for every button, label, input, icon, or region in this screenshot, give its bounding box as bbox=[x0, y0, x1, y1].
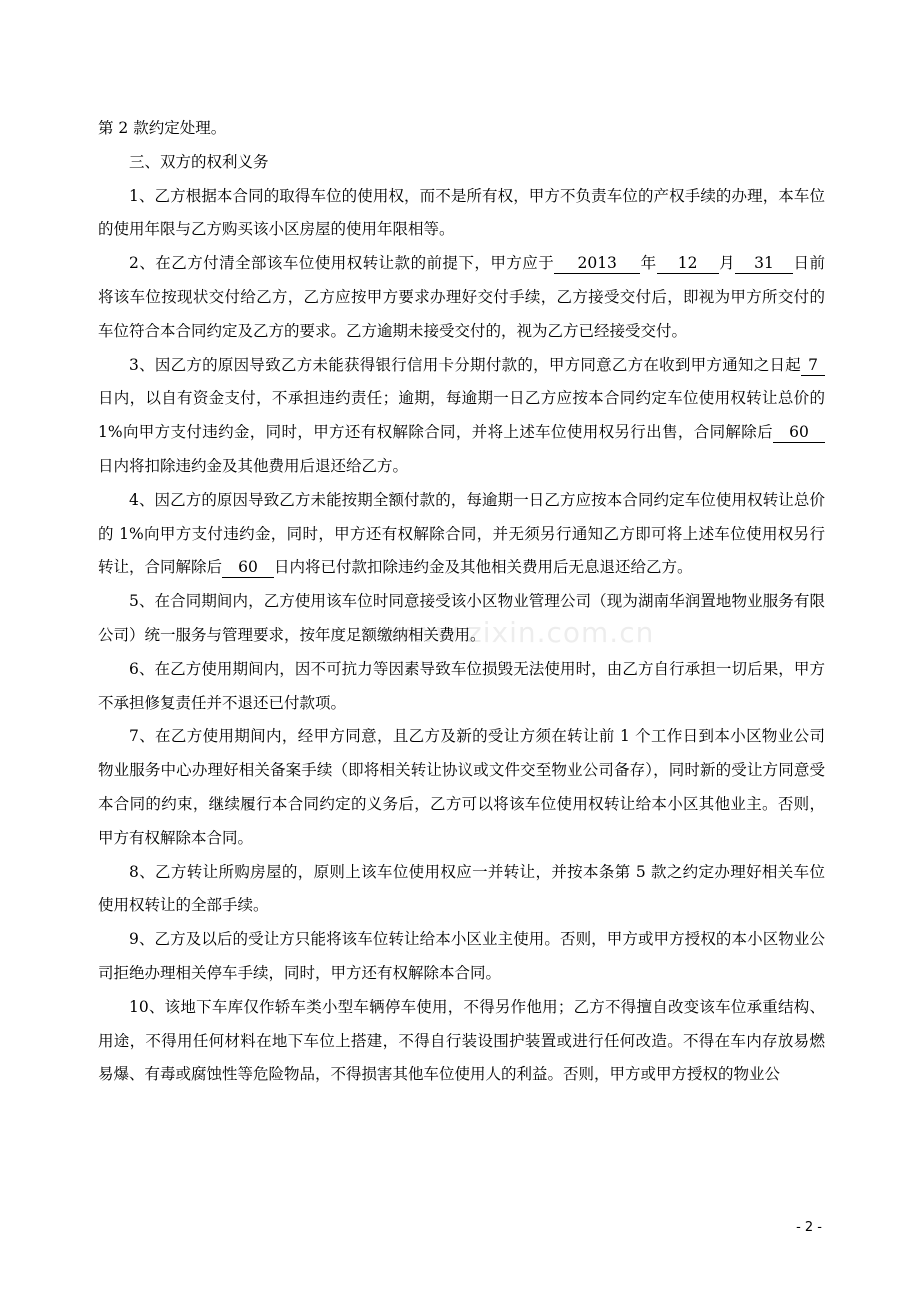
clause-2-text-b: 日前将该车位按现状交付给乙方，乙方应按甲方要求办理好交付手续，乙方接受交付后，即视为甲方所交付的车位符合本合同约定及乙方的要求。乙方逾期未接受交付的，视为乙方已经接受交付。 bbox=[98, 254, 825, 340]
clause-9: 9、乙方及以后的受让方只能将该车位转让给本小区业主使用。否则，甲方或甲方授权的本小区物业公司拒绝办理相关停车手续，同时，甲方还有权解除本合同。 bbox=[98, 930, 825, 982]
clause-10: 10、该地下车库仅作轿车类小型车辆停车使用，不得另作他用；乙方不得擅自改变该车位承重结构、用途，不得用任何材料在地下车位上搭建，不得自行装设围护装置或进行任何改造。不得在车内存放易燃易爆、有毒或腐蚀性等危险物品，不得损害其他车位使用人的利益。否则，甲方或甲方授权的物业公 bbox=[98, 997, 825, 1084]
delivery-month-field: 12 bbox=[657, 254, 719, 274]
page-number: - 2 - bbox=[796, 1220, 822, 1235]
delivery-day-field: 31 bbox=[735, 254, 793, 274]
refund-days-field: 60 bbox=[773, 423, 825, 443]
delivery-year-field: 2013 bbox=[554, 254, 640, 274]
clause-6: 6、在乙方使用期间内，因不可抗力等因素导致车位损毁无法使用时，由乙方自行承担一切后果，甲方不承担修复责任并不退还已付款项。 bbox=[98, 659, 825, 712]
clause-4-text-a: 4、因乙方的原因导致乙方未能按期全额付款的，每逾期一日乙方应按本合同约定车位使用权转让总价的 1%向甲方支付违约金，同时，甲方还有权解除合同，并无须另行通知乙方即可将上述车位使用权另行转让，合同解除后 bbox=[98, 490, 825, 577]
clause-2 bbox=[98, 247, 825, 348]
refund-days-field: 60 bbox=[222, 558, 274, 578]
month-unit: 月 bbox=[718, 254, 736, 273]
clause-4-text-b: 日内将已付款扣除违约金及其他相关费用后无息退还给乙方。 bbox=[274, 558, 693, 577]
year-unit: 年 bbox=[640, 254, 657, 273]
clause-3-text-b: 日内，以自有资金支付，不承担违约责任；逾期，每逾期一日乙方应按本合同约定车位使用权转让总价的 1%向甲方支付违约金，同时，甲方还有权解除合同，并将上述车位使用权另行出售，合同解除后 bbox=[98, 389, 825, 442]
clause-5: 5、在合同期间内，乙方使用该车位时同意接受该小区物业管理公司（现为湖南华润置地物业服务有限公司）统一服务与管理要求，按年度足额缴纳相关费用。 bbox=[98, 592, 825, 644]
section-heading: 三、双方的权利义务 bbox=[129, 152, 269, 171]
clause-3-text-c: 日内将扣除违约金及其他费用后退还给乙方。 bbox=[98, 456, 409, 475]
intro-line: 第 2 款约定处理。 bbox=[98, 119, 227, 137]
clause-3 bbox=[98, 349, 825, 484]
document-body bbox=[98, 112, 825, 1092]
clause-1: 1、乙方根据本合同的取得车位的使用权，而不是所有权，甲方不负责车位的产权手续的办理，本车位的使用年限与乙方购买该小区房屋的使用年限相等。 bbox=[98, 186, 825, 239]
clause-3-text-a: 3、因乙方的原因导致乙方未能获得银行信用卡分期付款的，甲方同意乙方在收到甲方通知之日起 bbox=[129, 355, 801, 374]
watermark: www.zixin.com.cn bbox=[388, 616, 655, 649]
clause-8: 8、乙方转让所购房屋的，原则上该车位使用权应一并转让，并按本条第 5 款之约定办理好相关车位使用权转让的全部手续。 bbox=[98, 862, 825, 915]
clause-7: 7、在乙方使用期间内，经甲方同意，且乙方及新的受让方须在转让前 1 个工作日到本小区物业公司物业服务中心办理好相关备案手续（即将相关转让协议或文件交至物业公司备存），同时新的受让方同意受本合同的约束，继续履行本合同约定的义务后，乙方可以将该车位使用权转让给本小区其他业主。否则，甲方有权解除本合同。 bbox=[98, 727, 825, 847]
payment-days-field: 7 bbox=[801, 356, 825, 376]
clause-2-text-a: 2、在乙方付清全部该车位使用权转让款的前提下，甲方应于 bbox=[129, 254, 555, 273]
clause-4 bbox=[98, 484, 825, 585]
